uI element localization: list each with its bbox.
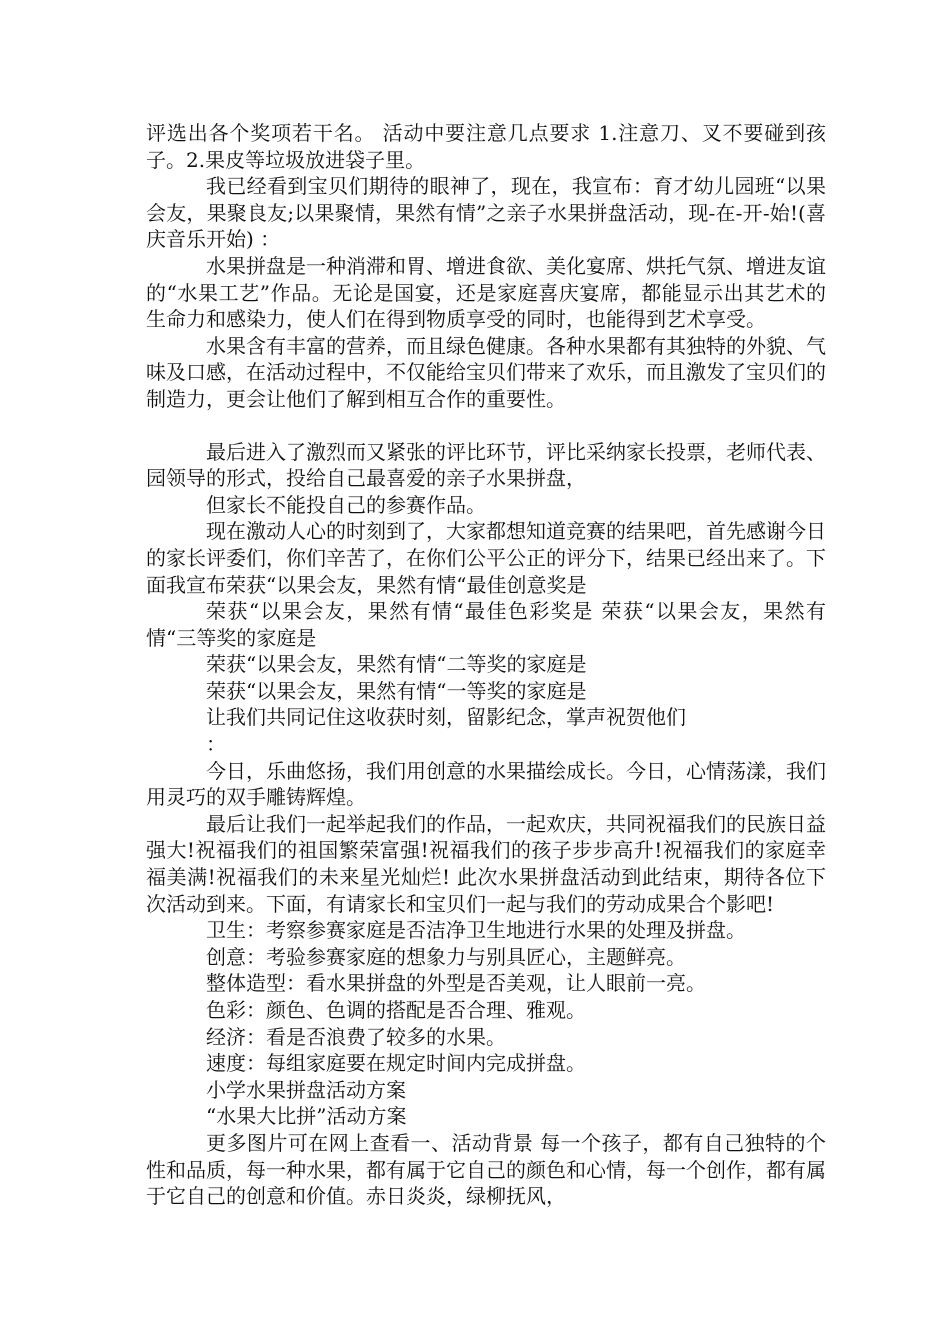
criteria-speed: 速度：每组家庭要在规定时间内完成拼盘。 [206,1051,586,1076]
paragraph-12: ： [206,732,226,757]
document-page [146,120,826,1210]
paragraph-8: 荣获“以果会友，果然有情“最佳色彩奖是 荣获“以果会友，果然有情“三等奖的家庭是 [146,599,826,650]
paragraph-7: 现在激动人心的时刻到了，大家都想知道竞赛的结果吧，首先感谢今日的家长评委们，你们辛苦了，在你们公平公正的评分下，结果已经出来了。下面我宣布荣获“以果会友，果然有情“最佳创意奖是 [146,519,826,597]
paragraph-background: 更多图片可在网上查看一、活动背景 每一个孩子，都有自己独特的个性和品质，每一种水果，都有属于它自己的颜色和心情，每一个创作，都有属于它自己的创意和价值。赤日炎炎，绿柳抚风， [146,1130,826,1209]
section-heading-2: “水果大比拼”活动方案 [206,1104,407,1129]
criteria-shape: 整体造型：看水果拼盘的外型是否美观，让人眼前一亮。 [206,971,706,996]
paragraph-9: 荣获“以果会友，果然有情“二等奖的家庭是 [206,652,587,677]
section-heading-1: 小学水果拼盘活动方案 [206,1077,406,1102]
paragraph-10: 荣获“以果会友，果然有情“一等奖的家庭是 [206,678,587,703]
paragraph-13: 今日，乐曲悠扬，我们用创意的水果描绘成长。今日，心情荡漾，我们用灵巧的双手雕铸辉煌。 [146,758,826,810]
paragraph-3: 水果拼盘是一种消滞和胃、增进食欲、美化宴席、烘托气氛、增进友谊的“水果工艺”作品。无论是国宴，还是家庭喜庆宴席，都能显示出其艺术的生命力和感染力，使人们在得到物质享受的同时，也能得到艺术享受。 [146,253,826,332]
paragraph-6: 但家长不能投自己的参赛作品。 [206,492,486,517]
criteria-economy: 经济：看是否浪费了较多的水果。 [206,1024,506,1049]
paragraph-2: 我已经看到宝贝们期待的眼神了，现在，我宣布：育才幼儿园班“以果会友，果聚良友;以果聚情，果然有情”之亲子水果拼盘活动，现-在-开-始!(喜庆音乐开始) ： [146,174,826,252]
paragraph-4: 水果含有丰富的营养，而且绿色健康。各种水果都有其独特的外貌、气味及口感，在活动过程中，不仅能给宝贝们带来了欢乐，而且激发了宝贝们的制造力，更会让他们了解到相互合作的重要性。 [146,333,826,411]
paragraph-5: 最后进入了激烈而又紧张的评比环节，评比采纳家长投票，老师代表、园领导的形式，投给自己最喜爱的亲子水果拼盘， [146,439,826,491]
criteria-color: 色彩：颜色、色调的搭配是否合理、雅观。 [206,998,586,1022]
paragraph-gap [146,413,826,439]
paragraph-14: 最后让我们一起举起我们的作品，一起欢庆，共同祝福我们的民族日益强大!祝福我们的祖国繁荣富强!祝福我们的孩子步步高升!祝福我们的家庭幸福美满!祝福我们的未来星光灿烂! 此次水果拼盘活动到此结束，期待各位下次活动到来。下面，有请家长和宝贝们一起与我们的劳动成果合个影吧! [146,811,826,916]
paragraph-1: 评选出各个奖项若干名。 活动中要注意几点要求 1.注意刀、叉不要碰到孩子。2.果皮等垃圾放进袋子里。 [146,121,826,172]
paragraph-11: 让我们共同记住这收获时刻，留影纪念，掌声祝贺他们 [206,705,686,730]
criteria-creativity: 创意：考验参赛家庭的想象力与别具匠心，主题鲜亮。 [206,944,686,969]
criteria-hygiene: 卫生：考察参赛家庭是否洁净卫生地进行水果的处理及拼盘。 [206,918,746,943]
